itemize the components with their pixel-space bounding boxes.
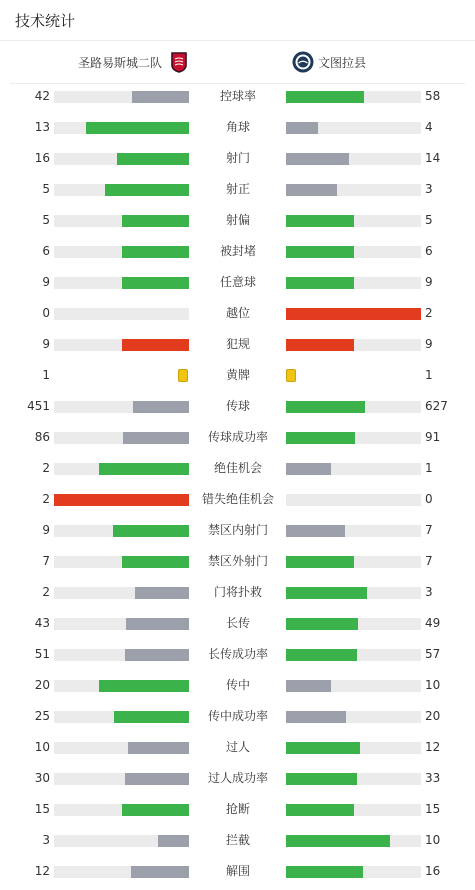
home-bar-track [54, 742, 189, 754]
home-value: 2 [42, 585, 50, 599]
away-value: 57 [425, 647, 441, 661]
home-value: 15 [34, 802, 50, 816]
home-bar-fill [86, 122, 189, 134]
away-value: 10 [425, 833, 441, 847]
home-bar-track [54, 649, 189, 661]
away-bar-track [286, 401, 421, 413]
stat-row [0, 642, 475, 673]
away-bar-track [286, 556, 421, 568]
home-value: 30 [34, 771, 50, 785]
stat-row [0, 797, 475, 828]
away-value: 9 [425, 275, 433, 289]
home-value: 12 [34, 864, 50, 878]
home-value: 42 [34, 89, 50, 103]
stat-row [0, 332, 475, 363]
away-bar-track [286, 525, 421, 537]
away-bar-fill [286, 773, 357, 785]
home-bar-track [54, 246, 189, 258]
home-bar-track [54, 308, 189, 320]
home-bar-fill [122, 246, 190, 258]
stat-row [0, 487, 475, 518]
home-bar-track [54, 556, 189, 568]
stat-row [0, 208, 475, 239]
away-bar-fill [286, 804, 354, 816]
stat-label: 拦截 [225, 833, 250, 847]
away-bar-fill [286, 184, 337, 196]
home-bar-track [54, 463, 189, 475]
home-bar-track [54, 866, 189, 878]
away-bar-track [286, 711, 421, 723]
away-bar-track [286, 122, 421, 134]
home-bar-track [54, 773, 189, 785]
home-bar-track [54, 804, 189, 816]
away-bar-fill [286, 618, 358, 630]
home-bar-fill [114, 711, 189, 723]
stat-row [0, 518, 475, 549]
away-bar-fill [286, 246, 354, 258]
away-bar-fill [286, 556, 354, 568]
home-bar-track [54, 339, 189, 351]
away-bar-track [286, 463, 421, 475]
away-bar-fill [286, 866, 363, 878]
stat-label: 任意球 [219, 275, 256, 289]
away-bar-track [286, 339, 421, 351]
away-value: 14 [425, 151, 441, 165]
stat-label: 禁区内射门 [207, 523, 268, 537]
home-bar-fill [122, 556, 190, 568]
stat-label: 犯规 [225, 337, 250, 351]
stat-label: 越位 [225, 306, 250, 320]
stat-row [0, 84, 475, 115]
stat-label: 传中 [225, 678, 250, 692]
stat-label: 角球 [225, 120, 250, 134]
away-bar-fill [286, 215, 354, 227]
stat-row [0, 456, 475, 487]
away-value: 49 [425, 616, 441, 630]
stat-label: 射门 [225, 151, 250, 165]
stat-row [0, 611, 475, 642]
away-value: 15 [425, 802, 441, 816]
stat-row [0, 735, 475, 766]
home-value: 5 [42, 182, 50, 196]
stat-label: 传球 [225, 399, 250, 413]
home-value: 1 [42, 368, 50, 382]
home-bar-track [54, 711, 189, 723]
away-value: 6 [425, 244, 433, 258]
home-bar-track [54, 215, 189, 227]
yellow-card-icon [178, 369, 188, 382]
page-title: 技术统计 [15, 11, 76, 30]
home-value: 2 [42, 461, 50, 475]
home-bar-fill [54, 494, 189, 506]
home-value: 6 [42, 244, 50, 258]
home-bar-track [54, 91, 189, 103]
away-bar-fill [286, 153, 349, 165]
home-bar-track [54, 401, 189, 413]
away-team-name: 文图拉县 [318, 55, 367, 70]
stat-label: 黄牌 [225, 368, 250, 382]
stat-row [0, 673, 475, 704]
away-bar-fill [286, 91, 364, 103]
away-bar-track [286, 649, 421, 661]
home-value: 5 [42, 213, 50, 227]
away-value: 5 [425, 213, 433, 227]
home-bar-fill [125, 649, 189, 661]
away-team[interactable] [292, 41, 366, 83]
home-value: 13 [34, 120, 50, 134]
home-bar-track [54, 277, 189, 289]
home-value: 25 [34, 709, 50, 723]
away-bar-track [286, 835, 421, 847]
away-value: 0 [425, 492, 433, 506]
away-bar-fill [286, 432, 355, 444]
teams-header [10, 41, 465, 84]
stat-row [0, 425, 475, 456]
home-bar-fill [122, 215, 190, 227]
header-bar [0, 0, 475, 41]
stat-label: 射正 [225, 182, 250, 196]
stat-label: 错失绝佳机会 [201, 492, 274, 506]
stat-label: 控球率 [219, 89, 256, 103]
stat-row [0, 146, 475, 177]
stat-row [0, 704, 475, 735]
away-bar-fill [286, 339, 354, 351]
away-value: 91 [425, 430, 441, 444]
away-bar-fill [286, 649, 357, 661]
away-bar-fill [286, 122, 318, 134]
stat-row [0, 580, 475, 611]
home-value: 16 [34, 151, 50, 165]
home-bar-fill [128, 742, 189, 754]
st-louis-city-crest-icon [168, 51, 190, 73]
stat-row [0, 270, 475, 301]
home-value: 7 [42, 554, 50, 568]
away-value: 1 [425, 461, 433, 475]
stat-label: 抢断 [225, 802, 250, 816]
stat-row [0, 859, 475, 890]
home-bar-fill [99, 680, 189, 692]
home-bar-fill [122, 277, 190, 289]
away-value: 2 [425, 306, 433, 320]
stat-row [0, 363, 475, 394]
away-bar-track [286, 246, 421, 258]
away-bar-track [286, 804, 421, 816]
stat-label: 射偏 [225, 213, 250, 227]
away-value: 3 [425, 585, 433, 599]
home-bar-fill [99, 463, 189, 475]
stat-label: 过人 [225, 740, 250, 754]
stat-row [0, 766, 475, 797]
stat-row [0, 394, 475, 425]
away-bar-track [286, 494, 421, 506]
stat-label: 门将扑救 [213, 585, 262, 599]
stat-label: 长传 [225, 616, 250, 630]
stat-label: 绝佳机会 [213, 461, 262, 475]
home-bar-track [54, 153, 189, 165]
home-value: 2 [42, 492, 50, 506]
stat-row [0, 177, 475, 208]
home-bar-track [54, 587, 189, 599]
away-value: 20 [425, 709, 441, 723]
home-bar-fill [133, 401, 189, 413]
home-bar-track [54, 494, 189, 506]
away-value: 16 [425, 864, 441, 878]
home-bar-track [54, 432, 189, 444]
stat-label: 传球成功率 [207, 430, 268, 444]
away-value: 3 [425, 182, 433, 196]
stat-row [0, 549, 475, 580]
yellow-card-icon [286, 369, 296, 382]
stat-label: 过人成功率 [207, 771, 268, 785]
away-bar-track [286, 866, 421, 878]
home-bar-fill [158, 835, 189, 847]
away-value: 33 [425, 771, 441, 785]
home-bar-fill [126, 618, 189, 630]
stat-label: 禁区外射门 [207, 554, 268, 568]
home-value: 451 [27, 399, 50, 413]
away-bar-track [286, 277, 421, 289]
away-bar-fill [286, 308, 421, 320]
home-value: 86 [34, 430, 50, 444]
away-bar-track [286, 680, 421, 692]
home-bar-fill [131, 866, 189, 878]
away-bar-fill [286, 711, 346, 723]
away-bar-fill [286, 742, 360, 754]
away-value: 58 [425, 89, 441, 103]
away-bar-track [286, 153, 421, 165]
home-value: 9 [42, 275, 50, 289]
home-bar-fill [135, 587, 189, 599]
home-bar-track [54, 184, 189, 196]
home-bar-track [54, 680, 189, 692]
away-bar-fill [286, 835, 390, 847]
away-bar-track [286, 215, 421, 227]
home-bar-fill [125, 773, 189, 785]
away-bar-track [286, 432, 421, 444]
home-value: 20 [34, 678, 50, 692]
stat-row [0, 828, 475, 859]
home-bar-fill [132, 91, 189, 103]
ventura-county-crest-icon [292, 51, 314, 73]
home-value: 10 [34, 740, 50, 754]
away-bar-fill [286, 525, 345, 537]
away-value: 1 [425, 368, 433, 382]
stat-row [0, 115, 475, 146]
away-value: 12 [425, 740, 441, 754]
home-value: 9 [42, 337, 50, 351]
home-value: 43 [34, 616, 50, 630]
away-value: 4 [425, 120, 433, 134]
away-value: 7 [425, 523, 433, 537]
stat-label: 解围 [225, 864, 250, 878]
stat-row [0, 239, 475, 270]
stats-list [0, 84, 475, 890]
away-value: 10 [425, 678, 441, 692]
away-value: 627 [425, 399, 448, 413]
home-bar-track [54, 525, 189, 537]
away-bar-fill [286, 401, 365, 413]
away-bar-fill [286, 277, 354, 289]
home-bar-track [54, 618, 189, 630]
away-bar-fill [286, 587, 367, 599]
home-bar-track [54, 122, 189, 134]
home-bar-fill [105, 184, 189, 196]
away-bar-fill [286, 463, 331, 475]
away-bar-track [286, 587, 421, 599]
away-bar-track [286, 308, 421, 320]
home-value: 9 [42, 523, 50, 537]
home-bar-fill [113, 525, 189, 537]
stat-label: 传中成功率 [207, 709, 268, 723]
away-bar-track [286, 773, 421, 785]
home-value: 0 [42, 306, 50, 320]
stat-label: 被封堵 [219, 244, 256, 258]
away-bar-fill [286, 680, 331, 692]
stat-row [0, 301, 475, 332]
home-bar-fill [123, 432, 189, 444]
home-team-name: 圣路易斯城二队 [78, 55, 163, 70]
home-bar-track [54, 835, 189, 847]
home-bar-fill [122, 339, 190, 351]
away-bar-track [286, 91, 421, 103]
stat-label: 长传成功率 [207, 647, 268, 661]
home-bar-fill [117, 153, 189, 165]
away-bar-track [286, 184, 421, 196]
home-bar-fill [122, 804, 190, 816]
home-value: 3 [42, 833, 50, 847]
away-value: 9 [425, 337, 433, 351]
home-team[interactable] [78, 41, 190, 83]
away-value: 7 [425, 554, 433, 568]
away-bar-track [286, 618, 421, 630]
away-bar-track [286, 742, 421, 754]
home-value: 51 [34, 647, 50, 661]
